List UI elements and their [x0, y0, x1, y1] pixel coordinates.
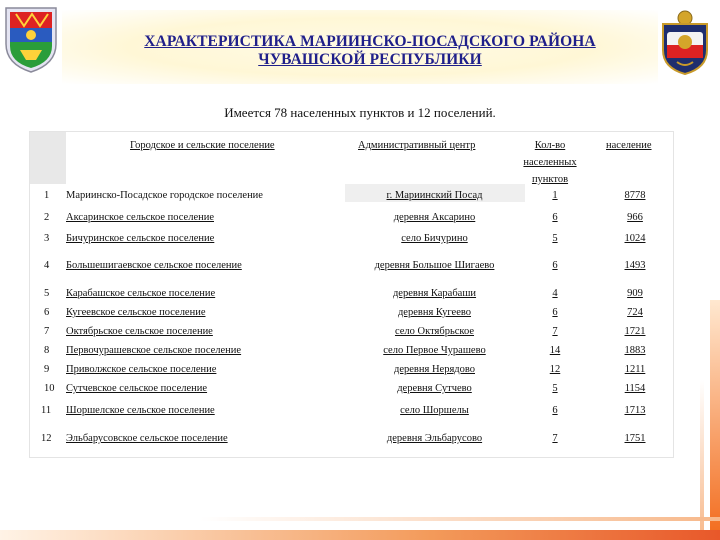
row-settlement: Кугеевское сельское поселение [66, 307, 206, 318]
row-settlement: Октябрьское сельское поселение [66, 326, 213, 337]
row-center: деревня Сутчево [397, 383, 472, 394]
header-count [515, 137, 585, 188]
row-center: г. Мариинский Посад [386, 190, 483, 201]
row-settlement: Сутчевское сельское поселение [66, 383, 208, 394]
row-population: 724 [627, 307, 643, 318]
title-line-2: ЧУВАШСКОЙ РЕСПУБЛИКИ [258, 51, 482, 68]
row-number: 3 [44, 233, 50, 244]
row-center: деревня Кугеево [397, 307, 472, 318]
row-population: 909 [627, 288, 643, 299]
row-count: 12 [549, 364, 561, 375]
row-number: 12 [41, 433, 52, 444]
row-count: 5 [552, 233, 558, 244]
row-number: 4 [44, 260, 50, 271]
row-center: деревня Аксарино [393, 212, 476, 223]
row-settlement: Эльбарусовское сельское поселение [66, 433, 228, 444]
row-count: 7 [552, 326, 558, 337]
row-center: деревня Эльбарусово [386, 433, 483, 444]
row-population: 1211 [624, 364, 646, 375]
row-count: 7 [552, 433, 558, 444]
decor-stripe-right [710, 300, 720, 540]
row-settlement: Бичуринское сельское поселение [66, 233, 215, 244]
row-center: село Шоршелы [400, 405, 469, 416]
row-count: 6 [552, 405, 558, 416]
row-settlement: Мариинско-Посадское городское поселение [66, 190, 263, 201]
header-count-line-3: пунктов [531, 174, 569, 185]
header-population: население [606, 140, 652, 151]
row-settlement: Большешигаевское сельское поселение [66, 260, 242, 271]
row-count: 6 [552, 307, 558, 318]
row-count: 6 [552, 212, 558, 223]
row-number: 7 [44, 326, 50, 337]
row-center: село Октябрьское [394, 326, 475, 337]
row-population: 1154 [624, 383, 646, 394]
subtitle: Имеется 78 населенных пунктов и 12 поселений. [224, 105, 496, 120]
header-count-line-2: населенных [523, 157, 577, 168]
row-number: 8 [44, 345, 50, 356]
row-population: 1493 [624, 260, 646, 271]
row-settlement: Шоршелское сельское поселение [66, 405, 215, 416]
row-settlement: Аксаринское сельское поселение [66, 212, 214, 223]
row-number: 11 [41, 405, 52, 416]
row-center: деревня Нерядово [394, 364, 475, 375]
page-title [70, 33, 670, 69]
row-count: 5 [552, 383, 558, 394]
settlements-table [30, 132, 673, 457]
row-count: 4 [552, 288, 558, 299]
header-settlement: Городское и сельские поселение [130, 140, 275, 151]
row-count: 6 [552, 260, 558, 271]
row-center: село Бичурино [401, 233, 468, 244]
decor-stripe-right-thin [700, 380, 704, 540]
row-number: 5 [44, 288, 50, 299]
row-settlement: Первочурашевское сельское поселение [66, 345, 242, 356]
district-coat-of-arms-icon [2, 4, 60, 74]
row-number: 2 [44, 212, 50, 223]
row-number: 9 [44, 364, 50, 375]
row-center: деревня Большое Шигаево [374, 260, 495, 271]
row-population: 1024 [624, 233, 646, 244]
row-population: 1713 [624, 405, 646, 416]
header-center: Административный центр [358, 140, 476, 151]
decor-stripe-bottom-thin [200, 517, 720, 521]
decor-stripe-bottom [0, 530, 720, 540]
row-count: 1 [552, 190, 558, 201]
row-center: деревня Карабаши [392, 288, 477, 299]
row-count: 14 [549, 345, 561, 356]
row-number: 10 [44, 383, 55, 394]
row-population: 8778 [624, 190, 646, 201]
row-population: 1883 [624, 345, 646, 356]
row-number: 1 [44, 190, 50, 201]
title-line-1: ХАРАКТЕРИСТИКА МАРИИНСКО-ПОСАДСКОГО РАЙОНА [144, 33, 596, 50]
row-population: 966 [627, 212, 643, 223]
row-settlement: Карабашское сельское поселение [66, 288, 216, 299]
row-center: село Первое Чурашево [383, 345, 486, 356]
header-shade [30, 132, 66, 184]
row-population: 1721 [624, 326, 646, 337]
row-settlement: Приволжское сельское поселение [66, 364, 217, 375]
header-count-line-1: Кол-во [534, 140, 566, 151]
row-population: 1751 [624, 433, 646, 444]
row-number: 6 [44, 307, 50, 318]
